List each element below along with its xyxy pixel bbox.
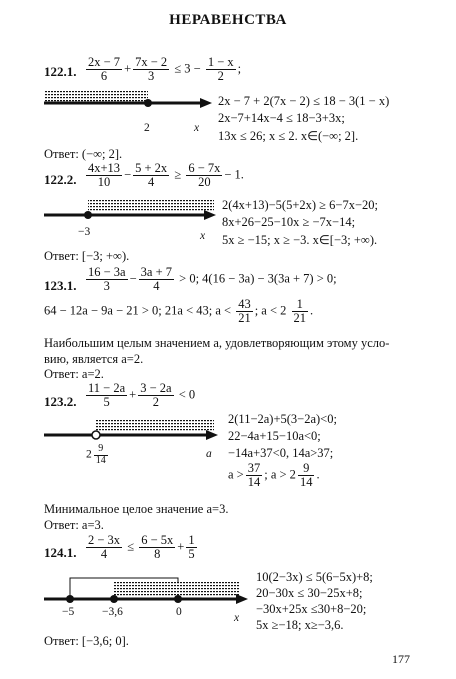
answer: Ответ: (−∞; 2]. [44,147,123,161]
solution-step: 8x+26−25−10x ≥ −7x−14; [222,215,356,229]
explanation-text: Минимальное целое значение a=3. [44,502,229,516]
arrow-icon [200,98,212,108]
solution-step: −30x+25x ≤30+8−20; [256,602,367,616]
hatched-region [88,200,214,212]
solution-line: 64 − 12a − 9a − 21 > 0; 21a < 43; a < $\frac{43}{21}$ ; a < 2 $\frac{1}{21}$ . [44,297,314,326]
solution-step: −14a+37<0, 14a>37; [228,446,334,460]
tick-label: −3,6 [102,606,123,618]
closed-point [66,595,74,603]
solution-step: 2(4x+13)−5(5+2x) ≥ 6−7x−20; [222,198,378,212]
answer: Ответ: a=2. [44,367,104,381]
closed-point [110,595,118,603]
answer: Ответ: [−3; +∞). [44,249,130,263]
arrow-icon [236,594,248,604]
problem-inequality: $\frac{2x - 7}{6}$ + $\frac{7x - 2}{3}$ ≤ 3 − $\frac{1 - x}{2}$ ; [88,55,242,84]
problem-inequality: $\frac{16 - 3a}{3}$ − $\frac{3a + 7}{4}$ > 0; 4(16 − 3a) − 3(3a + 7) > 0; [88,265,337,294]
tick-label: −5 [62,606,75,618]
problem-number: 122.1. [44,64,77,79]
problem-inequality: $\frac{4x+13}{10}$ − $\frac{5 + 2x}{4}$ ≥ $\frac{6 - 7x}{20}$ − 1. [88,161,244,190]
axis-label: x [200,230,206,242]
axis-label: a [206,448,212,460]
problem-number: 123.2. [44,394,77,409]
closed-point [144,99,152,107]
page-number: 177 [392,652,410,666]
tick-label: 2 $\frac{9}{14}$ [86,443,106,466]
problem-number: 124.1. [44,545,77,560]
number-line [0,576,456,626]
solution-step: 2(11−2a)+5(3−2a)<0; [228,412,337,426]
solution-step: 13x ≤ 26; x ≤ 2. x∈(−∞; 2]. [218,129,359,143]
closed-point [84,211,92,219]
hatched-region [114,582,240,596]
tick-label: 0 [176,606,182,618]
solution-step: 5x ≥−18; x≥−3,6. [256,618,344,632]
closed-point [174,595,182,603]
answer: Ответ: a=3. [44,518,104,532]
tick-label: −3 [78,226,91,238]
problem-inequality: $\frac{2 - 3x}{4}$ ≤ $\frac{6 - 5x}{8}$ + $\frac{1}{5}$ [88,533,195,562]
explanation-text: вию, является a=2. [44,352,144,366]
solution-step: a > $\frac{37}{14}$ ; a > 2 $\frac{9}{14}$ . [228,461,320,490]
solution-step: 10(2−3x) ≤ 5(6−5x)+8; [256,570,373,584]
solution-step: 2x−7+14x−4 ≤ 18−3+3x; [218,111,345,125]
explanation-text: Наибольшим целым значением a, удовлетворяющим этому усло- [44,336,390,350]
axis-label: x [194,122,200,134]
problem-inequality: $\frac{11 - 2a}{5}$ + $\frac{3 - 2a}{2}$ < 0 [88,381,196,410]
hatched-region [96,420,214,432]
solution-step: 5x ≥ −15; x ≥ −3. x∈[−3; +∞). [222,233,378,247]
open-point [92,431,100,439]
solution-step: 22−4a+15−10a<0; [228,429,321,443]
answer: Ответ: [−3,6; 0]. [44,634,129,648]
tick-label: 2 [144,122,150,134]
axis-label: x [234,612,240,624]
solution-step: 2x − 7 + 2(7x − 2) ≤ 18 − 3(1 − x) [218,94,390,108]
solution-step: 20−30x ≤ 30−25x+8; [256,586,363,600]
page-title: НЕРАВЕНСТВА [169,12,287,28]
problem-number: 123.1. [44,278,77,293]
problem-number: 122.2. [44,172,77,187]
hatched-region [44,90,148,102]
